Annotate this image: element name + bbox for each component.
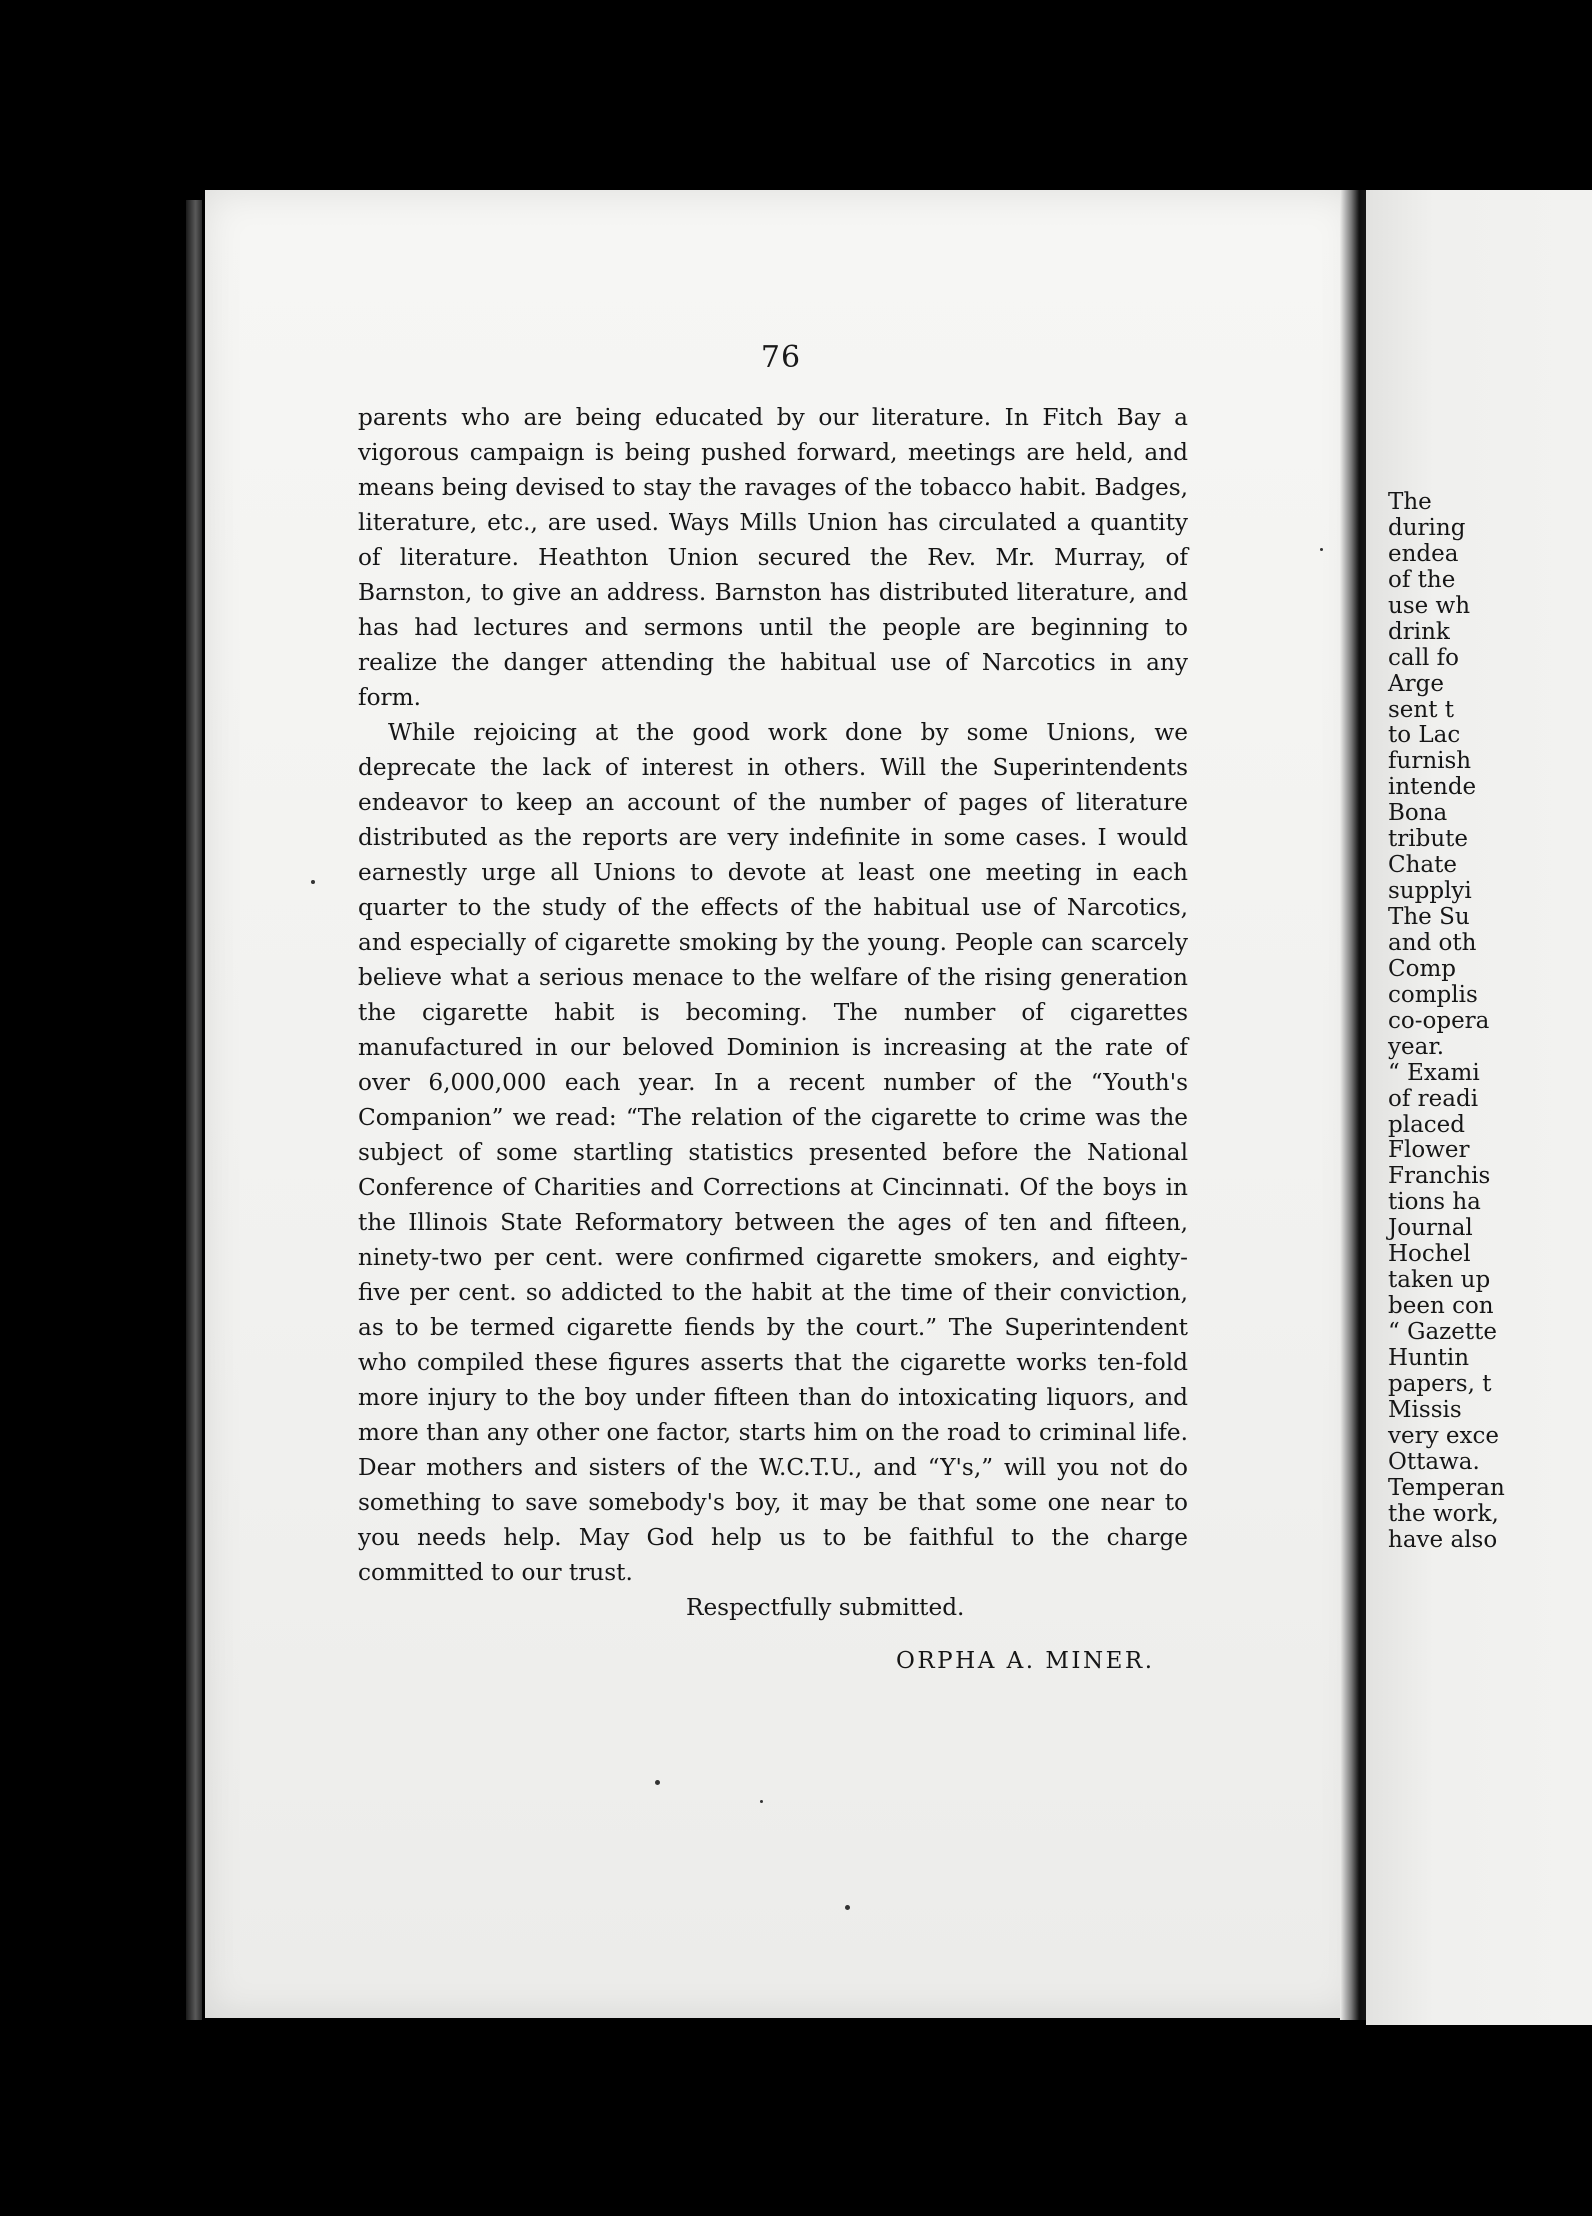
facing-page-line: The Su <box>1388 904 1470 930</box>
facing-page-line: the work, <box>1388 1500 1499 1527</box>
facing-page-line: during <box>1388 514 1466 541</box>
facing-page-line: endea <box>1388 540 1459 567</box>
facing-page-line: very exce <box>1388 1422 1499 1449</box>
report-body <box>358 400 1188 1590</box>
paragraph-cigarette-menace: While rejoicing at the good work done by some Unions, we deprecate the lack of interest in others. Will the Superintendents endeavor to keep an account of the number of pages of literature distributed as the reports are very indefinite in some cases. I would earnestly urge all Unions to devote at least one meeting in each quarter to the study of the effects of the habitual use of Narcotics, and especially of cigarette smoking by the young. People can scarcely believe what a serious menace to the welfare of the rising generation the cigarette habit is becoming. The number of cigarettes manufactured in our beloved Dominion is increasing at the rate of over 6,000,000 each year. In a recent number of the “Youth's Companion” we read: “The relation of the cigarette to crime was the subject of some startling statistics presented before the National Conference of Charities and Corrections at Cincinnati. Of the boys in the Illinois State Reformatory between the ages of ten and fifteen, ninety-two per cent. were confirmed cigarette smokers, and eighty-five per cent. so addicted to the habit at the time of their conviction, as to be termed cigarette fiends by the court.” The Superintendent who compiled these figures asserts that the cigarette works ten-fold more injury to the boy under fifteen than do intoxicating liquors, and more than any other one factor, starts him on the road to criminal life. Dear mothers and sisters of the W.C.T.U., and “Y's,” will you not do something to save somebody's boy, it may be that some one near to you needs help. May God help us to be faithful to the charge committed to our trust. <box>358 719 1188 1586</box>
facing-page-line: Comp <box>1388 955 1456 982</box>
facing-page-line: placed <box>1388 1111 1466 1138</box>
facing-page-line: of readi <box>1388 1085 1479 1112</box>
facing-page-line: intende <box>1388 774 1477 801</box>
facing-page-line: use wh <box>1388 592 1471 619</box>
facing-page-line: complis <box>1388 981 1478 1008</box>
facing-page-line: been con <box>1388 1293 1494 1320</box>
page-number: 76 <box>760 340 802 375</box>
facing-page-line: taken up <box>1388 1267 1491 1294</box>
facing-page-line: The <box>1388 489 1432 515</box>
facing-page-line: Ottawa. <box>1388 1448 1480 1475</box>
facing-page-line: sent t <box>1388 696 1455 723</box>
facing-page-line: Temperan <box>1388 1474 1505 1501</box>
signature: ORPHA A. MINER. <box>896 1648 1155 1674</box>
facing-page-line: “ Gazette <box>1388 1319 1497 1345</box>
facing-page-line: Huntin <box>1388 1344 1470 1371</box>
facing-page-line: Bona <box>1388 800 1448 827</box>
facing-page-line: drink <box>1388 618 1450 645</box>
facing-page-line: and oth <box>1388 929 1477 956</box>
facing-page-line: papers, t <box>1388 1370 1492 1397</box>
facing-page-line: Franchis <box>1388 1163 1491 1190</box>
facing-page-line: year. <box>1388 1033 1445 1060</box>
facing-page-line: “ Exami <box>1388 1059 1480 1086</box>
facing-page-line: Missis <box>1388 1396 1462 1423</box>
facing-page-text <box>1388 490 1505 1553</box>
facing-page <box>1366 190 1592 2025</box>
facing-page-line: supplyi <box>1388 878 1472 905</box>
facing-page-line: Journal <box>1388 1215 1473 1242</box>
facing-page-line: Arge <box>1388 670 1444 697</box>
closing-line: Respectfully submitted. <box>686 1594 965 1621</box>
paragraph-narcotics-literature: parents who are being educated by our literature. In Fitch Bay a vigorous campaign is being pushed forward, meetings are held, and means being devised to stay the ravages of the tobacco habit. Badges, literature, etc., are used. Ways Mills Union has circulated a quantity of literature. Heathton Union secured the Rev. Mr. Murray, of Barnston, to give an address. Barnston has distributed literature, and has had lectures and sermons until the people are beginning to realize the danger attending the habitual use of Narcotics in any form. <box>358 404 1188 711</box>
facing-page-line: tribute <box>1388 826 1468 853</box>
left-page-edge <box>186 200 202 2020</box>
facing-page-line: call fo <box>1388 644 1459 671</box>
facing-page-line: Chate <box>1388 852 1457 879</box>
facing-page-line: tions ha <box>1388 1189 1481 1216</box>
facing-page-line: Flower <box>1388 1137 1470 1164</box>
facing-page-line: have also <box>1388 1526 1498 1553</box>
facing-page-line: of the <box>1388 566 1456 593</box>
facing-page-line: to Lac <box>1388 722 1461 749</box>
facing-page-line: co-opera <box>1388 1007 1490 1034</box>
facing-page-line: furnish <box>1388 748 1472 775</box>
facing-page-line: Hochel <box>1388 1241 1471 1268</box>
